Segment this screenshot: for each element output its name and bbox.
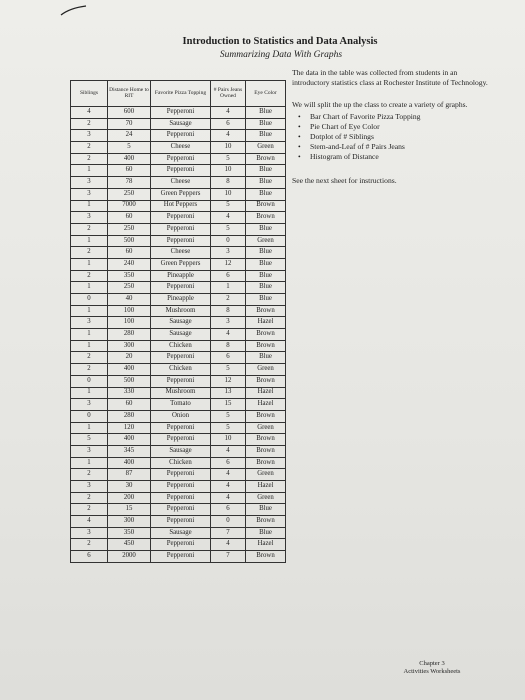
distance-cell: 345 xyxy=(108,445,151,457)
header-distance: Distance Home to RIT xyxy=(108,81,151,107)
eye-color-cell: Brown xyxy=(246,410,286,422)
table-row xyxy=(71,153,286,165)
table-row xyxy=(71,387,286,399)
pizza-topping-cell: Sausage xyxy=(151,118,211,130)
siblings-cell: 3 xyxy=(71,212,108,224)
eye-color-cell: Blue xyxy=(246,188,286,200)
table-row xyxy=(71,270,286,282)
siblings-cell: 2 xyxy=(71,153,108,165)
jeans-cell: 13 xyxy=(211,387,246,399)
pizza-topping-cell: Pepperoni xyxy=(151,107,211,119)
table-row xyxy=(71,504,286,516)
eye-color-cell: Blue xyxy=(246,247,286,259)
page-footer xyxy=(372,660,492,676)
table-row xyxy=(71,258,286,270)
jeans-cell: 0 xyxy=(211,516,246,528)
eye-color-cell: Green xyxy=(246,469,286,481)
eye-color-cell: Hazel xyxy=(246,399,286,411)
siblings-cell: 2 xyxy=(71,142,108,154)
siblings-cell: 2 xyxy=(71,469,108,481)
jeans-cell: 4 xyxy=(211,492,246,504)
jeans-cell: 8 xyxy=(211,340,246,352)
see-next-text: See the next sheet for instructions. xyxy=(292,176,397,186)
pizza-topping-cell: Cheese xyxy=(151,177,211,189)
pizza-topping-cell: Pepperoni xyxy=(151,539,211,551)
pizza-topping-cell: Pineapple xyxy=(151,294,211,306)
distance-cell: 400 xyxy=(108,364,151,376)
table-row xyxy=(71,235,286,247)
siblings-cell: 0 xyxy=(71,294,108,306)
distance-cell: 280 xyxy=(108,410,151,422)
distance-cell: 250 xyxy=(108,282,151,294)
distance-cell: 300 xyxy=(108,340,151,352)
siblings-cell: 2 xyxy=(71,223,108,235)
distance-cell: 450 xyxy=(108,539,151,551)
table-row xyxy=(71,188,286,200)
pizza-topping-cell: Sausage xyxy=(151,317,211,329)
jeans-cell: 5 xyxy=(211,200,246,212)
eye-color-cell: Brown xyxy=(246,551,286,563)
siblings-cell: 3 xyxy=(71,130,108,142)
jeans-cell: 10 xyxy=(211,188,246,200)
distance-cell: 300 xyxy=(108,516,151,528)
split-intro-text: We will split the up the class to create a variety of graphs. xyxy=(292,100,468,110)
distance-cell: 7000 xyxy=(108,200,151,212)
table-row xyxy=(71,294,286,306)
table-row xyxy=(71,469,286,481)
table-header-row xyxy=(71,81,286,107)
header-eye-color: Eye Color xyxy=(246,81,286,107)
jeans-cell: 5 xyxy=(211,223,246,235)
eye-color-cell: Brown xyxy=(246,375,286,387)
table-row xyxy=(71,142,286,154)
siblings-cell: 0 xyxy=(71,410,108,422)
pen-mark xyxy=(60,4,88,18)
siblings-cell: 1 xyxy=(71,282,108,294)
pizza-topping-cell: Pepperoni xyxy=(151,375,211,387)
distance-cell: 200 xyxy=(108,492,151,504)
table-row xyxy=(71,118,286,130)
pizza-topping-cell: Pepperoni xyxy=(151,282,211,294)
eye-color-cell: Green xyxy=(246,492,286,504)
distance-cell: 250 xyxy=(108,223,151,235)
eye-color-cell: Blue xyxy=(246,504,286,516)
eye-color-cell: Hazel xyxy=(246,317,286,329)
jeans-cell: 10 xyxy=(211,165,246,177)
table-row xyxy=(71,375,286,387)
eye-color-cell: Blue xyxy=(246,527,286,539)
distance-cell: 15 xyxy=(108,504,151,516)
pizza-topping-cell: Pepperoni xyxy=(151,153,211,165)
eye-color-cell: Blue xyxy=(246,258,286,270)
table-row xyxy=(71,305,286,317)
pizza-topping-cell: Pepperoni xyxy=(151,481,211,493)
graph-list xyxy=(292,112,492,162)
jeans-cell: 3 xyxy=(211,317,246,329)
siblings-cell: 3 xyxy=(71,188,108,200)
pizza-topping-cell: Hot Peppers xyxy=(151,200,211,212)
eye-color-cell: Blue xyxy=(246,165,286,177)
siblings-cell: 2 xyxy=(71,504,108,516)
pizza-topping-cell: Pepperoni xyxy=(151,492,211,504)
distance-cell: 330 xyxy=(108,387,151,399)
jeans-cell: 5 xyxy=(211,153,246,165)
eye-color-cell: Brown xyxy=(246,434,286,446)
siblings-cell: 1 xyxy=(71,305,108,317)
jeans-cell: 4 xyxy=(211,469,246,481)
eye-color-cell: Brown xyxy=(246,457,286,469)
siblings-cell: 1 xyxy=(71,340,108,352)
table-row xyxy=(71,223,286,235)
graph-list-item: • Pie Chart of Eye Color xyxy=(304,122,492,132)
graph-list-item: • Bar Chart of Favorite Pizza Topping xyxy=(304,112,492,122)
jeans-cell: 8 xyxy=(211,305,246,317)
header-jeans: # Pairs Jeans Owned xyxy=(211,81,246,107)
header-siblings: Siblings xyxy=(71,81,108,107)
distance-cell: 60 xyxy=(108,212,151,224)
siblings-cell: 1 xyxy=(71,387,108,399)
jeans-cell: 4 xyxy=(211,329,246,341)
eye-color-cell: Brown xyxy=(246,329,286,341)
eye-color-cell: Blue xyxy=(246,270,286,282)
siblings-cell: 2 xyxy=(71,364,108,376)
siblings-cell: 3 xyxy=(71,445,108,457)
graph-list-item: • Histogram of Distance xyxy=(304,152,492,162)
eye-color-cell: Green xyxy=(246,422,286,434)
pizza-topping-cell: Cheese xyxy=(151,142,211,154)
table-row xyxy=(71,352,286,364)
pizza-topping-cell: Chicken xyxy=(151,364,211,376)
table-row xyxy=(71,200,286,212)
pizza-topping-cell: Green Peppers xyxy=(151,188,211,200)
jeans-cell: 8 xyxy=(211,177,246,189)
jeans-cell: 4 xyxy=(211,212,246,224)
eye-color-cell: Blue xyxy=(246,294,286,306)
table-row xyxy=(71,340,286,352)
jeans-cell: 6 xyxy=(211,270,246,282)
eye-color-cell: Blue xyxy=(246,177,286,189)
jeans-cell: 6 xyxy=(211,504,246,516)
page-title: Introduction to Statistics and Data Analysis xyxy=(182,36,378,47)
pizza-topping-cell: Onion xyxy=(151,410,211,422)
pizza-topping-cell: Chicken xyxy=(151,457,211,469)
pizza-topping-cell: Mushroom xyxy=(151,387,211,399)
header-pizza-topping: Favorite Pizza Topping xyxy=(151,81,211,107)
jeans-cell: 5 xyxy=(211,422,246,434)
pizza-topping-cell: Sausage xyxy=(151,329,211,341)
pizza-topping-cell: Pepperoni xyxy=(151,235,211,247)
distance-cell: 24 xyxy=(108,130,151,142)
eye-color-cell: Brown xyxy=(246,200,286,212)
distance-cell: 60 xyxy=(108,247,151,259)
jeans-cell: 4 xyxy=(211,107,246,119)
eye-color-cell: Brown xyxy=(246,305,286,317)
table-row xyxy=(71,457,286,469)
table-row xyxy=(71,177,286,189)
siblings-cell: 3 xyxy=(71,177,108,189)
eye-color-cell: Green xyxy=(246,142,286,154)
distance-cell: 100 xyxy=(108,317,151,329)
distance-cell: 350 xyxy=(108,270,151,282)
distance-cell: 600 xyxy=(108,107,151,119)
siblings-cell: 2 xyxy=(71,270,108,282)
siblings-cell: 4 xyxy=(71,516,108,528)
eye-color-cell: Blue xyxy=(246,107,286,119)
jeans-cell: 3 xyxy=(211,247,246,259)
table-row xyxy=(71,481,286,493)
page-subtitle: Summarizing Data With Graphs xyxy=(219,50,343,60)
jeans-cell: 1 xyxy=(211,282,246,294)
jeans-cell: 5 xyxy=(211,410,246,422)
eye-color-cell: Hazel xyxy=(246,481,286,493)
siblings-cell: 1 xyxy=(71,165,108,177)
siblings-cell: 2 xyxy=(71,492,108,504)
jeans-cell: 6 xyxy=(211,118,246,130)
distance-cell: 400 xyxy=(108,457,151,469)
eye-color-cell: Blue xyxy=(246,282,286,294)
table-row xyxy=(71,539,286,551)
eye-color-cell: Blue xyxy=(246,352,286,364)
siblings-cell: 0 xyxy=(71,375,108,387)
jeans-cell: 7 xyxy=(211,551,246,563)
distance-cell: 120 xyxy=(108,422,151,434)
siblings-cell: 3 xyxy=(71,399,108,411)
jeans-cell: 10 xyxy=(211,142,246,154)
table-row xyxy=(71,492,286,504)
table-body xyxy=(71,107,286,563)
distance-cell: 78 xyxy=(108,177,151,189)
distance-cell: 60 xyxy=(108,165,151,177)
table-row xyxy=(71,399,286,411)
pizza-topping-cell: Pepperoni xyxy=(151,469,211,481)
jeans-cell: 12 xyxy=(211,375,246,387)
table-row xyxy=(71,516,286,528)
eye-color-cell: Hazel xyxy=(246,387,286,399)
eye-color-cell: Green xyxy=(246,364,286,376)
siblings-cell: 2 xyxy=(71,247,108,259)
siblings-cell: 2 xyxy=(71,352,108,364)
distance-cell: 2000 xyxy=(108,551,151,563)
jeans-cell: 4 xyxy=(211,481,246,493)
jeans-cell: 2 xyxy=(211,294,246,306)
distance-cell: 400 xyxy=(108,434,151,446)
intro-text: The data in the table was collected from students in an introductory statistics class at Rochester Institute of Technology. xyxy=(292,68,488,88)
data-table xyxy=(70,80,286,563)
jeans-cell: 0 xyxy=(211,235,246,247)
siblings-cell: 5 xyxy=(71,434,108,446)
table-row xyxy=(71,165,286,177)
distance-cell: 5 xyxy=(108,142,151,154)
pizza-topping-cell: Mushroom xyxy=(151,305,211,317)
eye-color-cell: Brown xyxy=(246,153,286,165)
pizza-topping-cell: Pepperoni xyxy=(151,212,211,224)
jeans-cell: 12 xyxy=(211,258,246,270)
eye-color-cell: Blue xyxy=(246,223,286,235)
pizza-topping-cell: Pepperoni xyxy=(151,504,211,516)
distance-cell: 30 xyxy=(108,481,151,493)
jeans-cell: 15 xyxy=(211,399,246,411)
distance-cell: 60 xyxy=(108,399,151,411)
pizza-topping-cell: Sausage xyxy=(151,527,211,539)
pizza-topping-cell: Cheese xyxy=(151,247,211,259)
jeans-cell: 6 xyxy=(211,352,246,364)
jeans-cell: 4 xyxy=(211,130,246,142)
pizza-topping-cell: Tomato xyxy=(151,399,211,411)
siblings-cell: 1 xyxy=(71,235,108,247)
pizza-topping-cell: Pepperoni xyxy=(151,516,211,528)
distance-cell: 87 xyxy=(108,469,151,481)
instructions-panel xyxy=(292,68,492,198)
jeans-cell: 4 xyxy=(211,445,246,457)
distance-cell: 40 xyxy=(108,294,151,306)
distance-cell: 250 xyxy=(108,188,151,200)
table-row xyxy=(71,364,286,376)
eye-color-cell: Brown xyxy=(246,212,286,224)
distance-cell: 350 xyxy=(108,527,151,539)
distance-cell: 280 xyxy=(108,329,151,341)
eye-color-cell: Blue xyxy=(246,118,286,130)
table-row xyxy=(71,445,286,457)
distance-cell: 100 xyxy=(108,305,151,317)
pizza-topping-cell: Pepperoni xyxy=(151,434,211,446)
table-row xyxy=(71,282,286,294)
siblings-cell: 1 xyxy=(71,200,108,212)
table-row xyxy=(71,329,286,341)
pizza-topping-cell: Pepperoni xyxy=(151,223,211,235)
distance-cell: 20 xyxy=(108,352,151,364)
siblings-cell: 1 xyxy=(71,422,108,434)
pizza-topping-cell: Pepperoni xyxy=(151,352,211,364)
jeans-cell: 5 xyxy=(211,364,246,376)
jeans-cell: 6 xyxy=(211,457,246,469)
pizza-topping-cell: Sausage xyxy=(151,445,211,457)
jeans-cell: 7 xyxy=(211,527,246,539)
pizza-topping-cell: Pineapple xyxy=(151,270,211,282)
footer-chapter: Chapter 3 xyxy=(419,660,445,667)
pizza-topping-cell: Pepperoni xyxy=(151,130,211,142)
table-row xyxy=(71,527,286,539)
table-row xyxy=(71,130,286,142)
distance-cell: 500 xyxy=(108,235,151,247)
pizza-topping-cell: Chicken xyxy=(151,340,211,352)
siblings-cell: 2 xyxy=(71,118,108,130)
siblings-cell: 3 xyxy=(71,317,108,329)
table-row xyxy=(71,317,286,329)
siblings-cell: 2 xyxy=(71,539,108,551)
eye-color-cell: Brown xyxy=(246,516,286,528)
jeans-cell: 4 xyxy=(211,539,246,551)
pizza-topping-cell: Pepperoni xyxy=(151,165,211,177)
siblings-cell: 4 xyxy=(71,107,108,119)
distance-cell: 500 xyxy=(108,375,151,387)
siblings-cell: 1 xyxy=(71,329,108,341)
eye-color-cell: Blue xyxy=(246,130,286,142)
eye-color-cell: Hazel xyxy=(246,539,286,551)
table-row xyxy=(71,107,286,119)
pizza-topping-cell: Green Peppers xyxy=(151,258,211,270)
table-row xyxy=(71,434,286,446)
distance-cell: 240 xyxy=(108,258,151,270)
footer-section: Activities Worksheets xyxy=(403,667,461,675)
siblings-cell: 1 xyxy=(71,457,108,469)
eye-color-cell: Brown xyxy=(246,340,286,352)
distance-cell: 70 xyxy=(108,118,151,130)
eye-color-cell: Green xyxy=(246,235,286,247)
graph-list-item: • Stem-and-Leaf of # Pairs Jeans xyxy=(304,142,492,152)
jeans-cell: 10 xyxy=(211,434,246,446)
table-row xyxy=(71,551,286,563)
distance-cell: 400 xyxy=(108,153,151,165)
table-row xyxy=(71,410,286,422)
graph-list-item: • Dotplot of # Siblings xyxy=(304,132,492,142)
siblings-cell: 3 xyxy=(71,481,108,493)
table-row xyxy=(71,247,286,259)
table-row xyxy=(71,422,286,434)
siblings-cell: 1 xyxy=(71,258,108,270)
table-row xyxy=(71,212,286,224)
pizza-topping-cell: Pepperoni xyxy=(151,422,211,434)
pizza-topping-cell: Pepperoni xyxy=(151,551,211,563)
siblings-cell: 3 xyxy=(71,527,108,539)
eye-color-cell: Brown xyxy=(246,445,286,457)
siblings-cell: 6 xyxy=(71,551,108,563)
